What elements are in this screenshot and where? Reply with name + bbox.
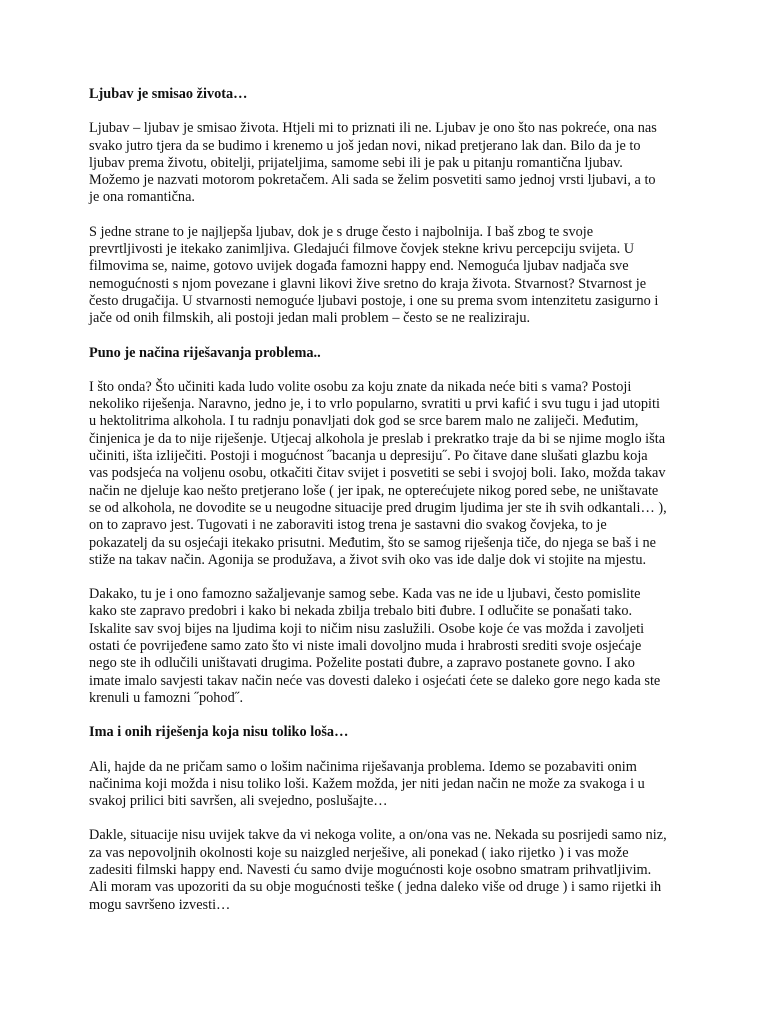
paragraph-4: Dakako, tu je i ono famozno sažaljevanje samog sebe. Kada vas ne ide u ljubavi, često pomislite kako ste zapravo predobri i kako bi nekada zbilja trebalo biti đubre. I odlučite se ponašati tako. Iskalite sav svoj bijes na ljudima koji to ničim nisu zaslužili. Osobe koje će vas možda i zavoljeti ostati će povrijeđene samo zato što vi niste imali dovoljno muda i hrabrosti srediti svoje osjećaje nego ste ih odlučili uništavati drugima. Poželite postati đubre, a zapravo postanete govno. I ako imate imalo savjesti takav način neće vas dovesti daleko i osjećati ćete se daleko gore nego kada ste krenuli u famozni ˝pohod˝.	[89, 586, 661, 706]
paragraph-6: Dakle, situacije nisu uvijek takve da vi nekoga volite, a on/ona vas ne. Nekada su posrijedi samo niz, za vas nepovoljnih okolnosti koje su naizgled nerješive, ali ponekad ( iako rijetko ) i vas može zadesiti filmski happy end. Navesti ću samo dvije mogućnosti koje osobno smatram prihvatljivim. Ali moram vas upozoriti da su obje mogućnosti teške ( jedna daleko više od druge ) i samo rijetki ih mogu savršeno izvesti…	[89, 827, 667, 913]
section-heading-3: Ima i onih riješenja koja nisu toliko loša…	[89, 724, 349, 741]
paragraph-5: Ali, hajde da ne pričam samo o lošim načinima riješavanja problema. Idemo se pozabaviti onim načinima koji možda i nisu toliko loši. Kažem možda, jer niti jedan način ne može za svakoga i u svakoj prilici biti savršen, ali svejedno, poslušajte…	[89, 758, 645, 810]
paragraph-1: Ljubav – ljubav je smisao života. Htjeli mi to priznati ili ne. Ljubav je ono što nas pokreće, ona nas svako jutro tjera da se budimo i krenemo u još jedan novi, nikad pretjerano lak dan. Bilo da je to ljubav prema životu, obitelji, prijateljima, samome sebi ili je pak u pitanju romantična ljubav. Možemo je nazvati motorom pokretačem. Ali sada se želim posvetiti samo jednoj vrsti ljubavi, a to je ona romantična.	[89, 120, 657, 206]
paragraph-2: S jedne strane to je najljepša ljubav, dok je s druge često i najbolnija. I baš zbog te svoje prevrtljivosti je itekako zanimljiva. Gledajući filmove čovjek stekne krivu percepciju svijeta. U filmovima se, naime, gotovo uvijek događa famozni happy end. Nemoguća ljubav nadjača sve nemogućnosti s njom povezane i glavni likovi žive sretno do kraja života. Stvarnost? Stvarnost je često drugačija. U stvarnosti nemoguće ljubavi postoje, i one su prema svom intenzitetu zasigurno i jače od onih filmskih, ali postoji jedan mali problem – često se ne realiziraju.	[89, 223, 659, 327]
section-heading-2: Puno je načina riješavanja problema..	[89, 344, 321, 361]
paragraph-3: I što onda? Što učiniti kada ludo volite osobu za koju znate da nikada neće biti s vama? Postoji nekoliko riješenja. Naravno, jedno je, i to vrlo popularno, svratiti u prvi kafić i svu tugu i jad utopiti u hektolitrima alkohola. I tu radnju ponavljati dok god se srce barem malo ne zaliječi. Međutim, činjenica je da to nije riješenje. Utjecaj alkohola je preslab i prekratko traje da bi se njime moglo išta učiniti, išta izliječiti. Postoji i mogućnost ˝bacanja u depresiju˝. Po čitave dane slušati glazbu koja vas podsjeća na voljenu osobu, otkačiti čitav svijet i posvetiti se sebi i svojoj boli. Iako, možda takav način ne djeluje kao nešto pretjerano loše ( jer ipak, ne opterećujete nikog pored sebe, ne uništavate se od alkohola, ne dovodite se u neugodne situacije pred drugim ljudima jer ste ih svih odkantali… ), on to zapravo jest. Tugovati i ne zaboraviti istog trena je sastavni dio svakog čovjeka, to je pokazatelj da su osjećaji itekako prisutni. Međutim, što se samog riješenja tiče, do njega se baš i ne stiže na takav način. Agonija se produžava, a život svih oko vas ide dalje dok vi stojite na mjestu.	[89, 378, 667, 568]
section-heading-1: Ljubav je smisao života…	[89, 86, 248, 102]
document-page	[89, 86, 669, 931]
